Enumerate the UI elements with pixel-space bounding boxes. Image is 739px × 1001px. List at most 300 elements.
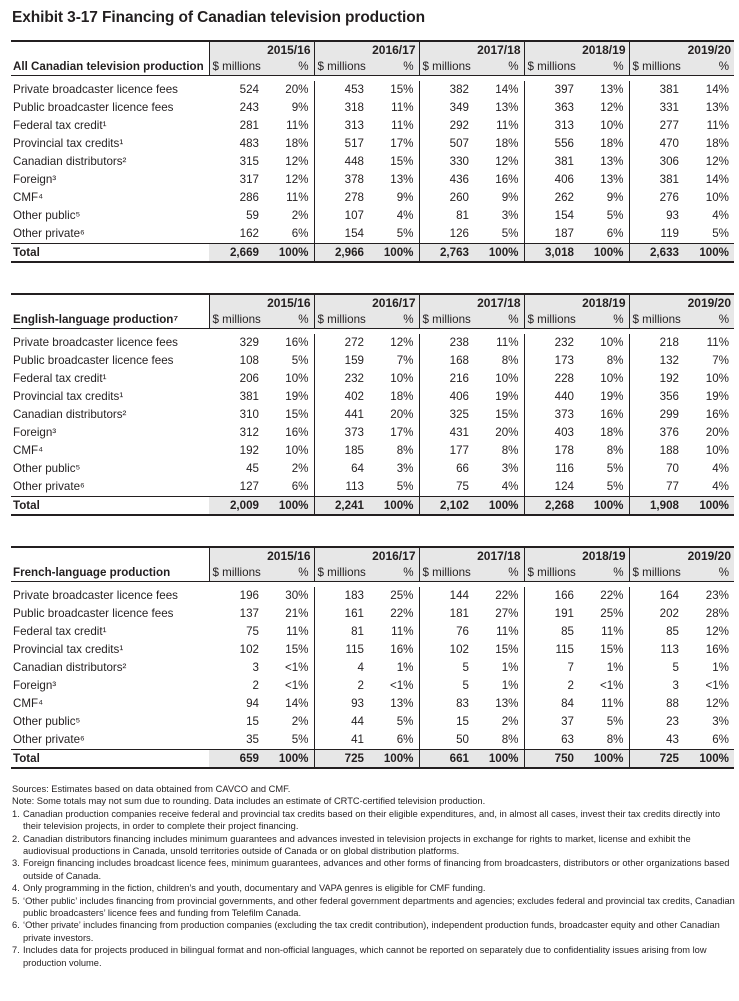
footnote — [12, 919, 736, 944]
unit-percent-header: % — [262, 58, 314, 76]
percent-cell: 10% — [705, 191, 729, 204]
row-label: Federal tax credit¹ — [13, 372, 107, 385]
footnote-text: ‘Other public’ includes financing from provincial governments, and other federal government departments and agencies; excludes federal and provincial tax credits, Canadian public broadcasters’ licence fees and funding from Telefilm Canada. — [23, 895, 735, 919]
percent-cell: 8% — [472, 442, 524, 460]
millions-cell: 191 — [554, 607, 574, 620]
percent-cell: 12% — [262, 153, 314, 171]
millions-cell: 64 — [351, 462, 364, 475]
unit-millions-header: $ millions — [524, 311, 577, 329]
percent-cell: 16% — [705, 408, 729, 421]
millions-cell: 84 — [561, 697, 574, 710]
millions-cell: 115 — [555, 643, 574, 656]
millions-cell: 15 — [246, 715, 259, 728]
total-percent-cell: 100% — [262, 750, 314, 769]
millions-cell: 349 — [449, 101, 469, 114]
table-label: English-language production⁷ — [11, 311, 209, 329]
row-label: Canadian distributors² — [13, 408, 127, 421]
millions-cell: 183 — [344, 589, 364, 602]
millions-cell: 173 — [554, 354, 574, 367]
percent-cell: 3% — [367, 460, 419, 478]
row-label: Other private⁶ — [13, 480, 85, 493]
millions-cell: 517 — [344, 137, 364, 150]
footnote-text: Only programming in the fiction, children’s and youth, documentary and VAPA genres is eligible for CMF funding. — [23, 883, 486, 894]
millions-cell: 181 — [449, 607, 469, 620]
unit-percent-header: % — [472, 311, 524, 329]
millions-cell: 2 — [357, 679, 364, 692]
rounding-note: Note: Some totals may not sum due to rounding. Data includes an estimate of CRTC-certified television production. — [12, 796, 486, 807]
millions-cell: 5 — [462, 661, 469, 674]
unit-millions-header: $ millions — [629, 58, 682, 76]
footnote — [12, 895, 736, 920]
percent-cell: 19% — [472, 388, 524, 406]
total-percent-cell: 100% — [367, 244, 419, 263]
table-row — [11, 334, 734, 352]
percent-cell: 5% — [577, 207, 629, 225]
millions-cell: 93 — [666, 209, 679, 222]
percent-cell: 6% — [262, 478, 314, 497]
percent-cell: 1% — [577, 659, 629, 677]
millions-cell: 81 — [351, 625, 364, 638]
millions-cell: 507 — [449, 137, 469, 150]
unit-millions-header: $ millions — [209, 58, 262, 76]
row-label: Other public⁵ — [13, 209, 81, 222]
total-label: Total — [11, 750, 209, 769]
percent-cell: 21% — [262, 605, 314, 623]
table-label: French-language production — [11, 564, 209, 582]
millions-cell: 5 — [462, 679, 469, 692]
millions-cell: 75 — [456, 480, 469, 493]
millions-cell: 88 — [666, 697, 679, 710]
row-label: Canadian distributors² — [13, 661, 127, 674]
millions-cell: 43 — [666, 733, 679, 746]
millions-cell: 59 — [246, 209, 259, 222]
percent-cell: 8% — [472, 731, 524, 750]
row-label: Other public⁵ — [13, 715, 81, 728]
millions-cell: 4 — [357, 661, 364, 674]
millions-cell: 3 — [252, 661, 259, 674]
millions-cell: 363 — [554, 101, 574, 114]
table-row — [11, 460, 734, 478]
total-millions-cell: 2,102 — [419, 497, 472, 516]
year-header: 2019/20 — [629, 42, 734, 58]
percent-cell: <1% — [262, 677, 314, 695]
percent-cell: 11% — [577, 695, 629, 713]
percent-cell: 8% — [472, 352, 524, 370]
sources-note: Sources: Estimates based on data obtained from CAVCO and CMF. — [12, 784, 291, 794]
millions-cell: 35 — [246, 733, 259, 746]
footnote-text: Includes data for projects produced in bilingual format and non-official languages, which cannot be reported on separately due to confidentiality issues arising from low production volume. — [23, 945, 707, 968]
percent-cell: 11% — [367, 117, 419, 135]
percent-cell: 11% — [262, 117, 314, 135]
total-percent-cell: 100% — [682, 244, 734, 263]
millions-cell: 202 — [659, 607, 679, 620]
percent-cell: 6% — [262, 225, 314, 244]
total-millions-cell: 725 — [629, 750, 682, 769]
percent-cell: 8% — [577, 731, 629, 750]
row-label: Provincial tax credits¹ — [13, 643, 124, 656]
percent-cell: 20% — [367, 406, 419, 424]
millions-cell: 159 — [344, 354, 364, 367]
millions-cell: 262 — [554, 191, 574, 204]
row-label: Provincial tax credits¹ — [13, 390, 124, 403]
table-row — [11, 352, 734, 370]
unit-millions-header: $ millions — [419, 311, 472, 329]
percent-cell: 13% — [705, 101, 729, 114]
millions-cell: 196 — [239, 589, 259, 602]
percent-cell: 11% — [262, 623, 314, 641]
year-header: 2017/18 — [419, 42, 524, 58]
percent-cell: 22% — [577, 587, 629, 605]
total-millions-cell: 659 — [209, 750, 262, 769]
percent-cell: 15% — [577, 641, 629, 659]
percent-cell: 10% — [705, 372, 729, 385]
millions-cell: 85 — [666, 625, 679, 638]
row-label: Private broadcaster licence fees — [13, 83, 178, 96]
percent-cell: 9% — [262, 99, 314, 117]
row-label: Public broadcaster licence fees — [13, 607, 174, 620]
row-label: Private broadcaster licence fees — [13, 336, 178, 349]
footnote-number: 5. — [12, 895, 20, 906]
unit-percent-header: % — [577, 564, 629, 582]
footnote-number: 7. — [12, 945, 20, 956]
total-percent-cell: 100% — [682, 750, 734, 769]
millions-cell: 232 — [554, 336, 574, 349]
total-millions-cell: 750 — [524, 750, 577, 769]
table-row — [11, 153, 734, 171]
total-percent-cell: 100% — [367, 750, 419, 769]
unit-millions-header: $ millions — [419, 58, 472, 76]
millions-cell: 286 — [239, 191, 259, 204]
millions-cell: 356 — [659, 390, 679, 403]
millions-cell: 382 — [449, 83, 469, 96]
footnote-number: 6. — [12, 920, 20, 931]
percent-cell: 11% — [367, 623, 419, 641]
percent-cell: 12% — [705, 697, 729, 710]
percent-cell: 13% — [577, 81, 629, 99]
percent-cell: 30% — [262, 587, 314, 605]
total-millions-cell: 2,669 — [209, 244, 262, 263]
total-millions-cell: 3,018 — [524, 244, 577, 263]
millions-cell: 3 — [672, 679, 679, 692]
percent-cell: 3% — [472, 207, 524, 225]
percent-cell: 12% — [705, 155, 729, 168]
millions-cell: 330 — [449, 155, 469, 168]
percent-cell: 2% — [472, 713, 524, 731]
percent-cell: 5% — [577, 460, 629, 478]
millions-cell: 75 — [246, 625, 259, 638]
percent-cell: 6% — [367, 731, 419, 750]
millions-cell: 44 — [351, 715, 364, 728]
total-row — [11, 750, 734, 769]
total-millions-cell: 2,268 — [524, 497, 577, 516]
millions-cell: 397 — [554, 83, 574, 96]
year-header: 2018/19 — [524, 548, 629, 564]
millions-cell: 453 — [344, 83, 364, 96]
total-percent-cell: 100% — [577, 750, 629, 769]
percent-cell: 15% — [262, 406, 314, 424]
millions-cell: 81 — [456, 209, 469, 222]
unit-millions-header: $ millions — [314, 311, 367, 329]
percent-cell: 18% — [262, 135, 314, 153]
percent-cell: 16% — [262, 334, 314, 352]
percent-cell: 8% — [577, 352, 629, 370]
millions-cell: 524 — [239, 83, 259, 96]
percent-cell: 10% — [367, 370, 419, 388]
percent-cell: 2% — [262, 460, 314, 478]
percent-cell: 5% — [472, 225, 524, 244]
percent-cell: 14% — [705, 173, 729, 186]
millions-cell: 260 — [449, 191, 469, 204]
percent-cell: 18% — [577, 135, 629, 153]
table-row — [11, 695, 734, 713]
table-row — [11, 225, 734, 244]
year-header: 2019/20 — [629, 548, 734, 564]
percent-cell: 20% — [472, 424, 524, 442]
percent-cell: 4% — [712, 480, 729, 493]
year-header: 2019/20 — [629, 295, 734, 311]
millions-cell: 192 — [239, 444, 259, 457]
millions-cell: 315 — [239, 155, 259, 168]
percent-cell: <1% — [577, 677, 629, 695]
millions-cell: 381 — [659, 173, 679, 186]
total-percent-cell: 100% — [262, 497, 314, 516]
percent-cell: 22% — [472, 587, 524, 605]
table-label: All Canadian television production — [11, 58, 209, 76]
table-all-canadian — [11, 40, 733, 263]
millions-cell: 127 — [239, 480, 259, 493]
millions-cell: 376 — [659, 426, 679, 439]
percent-cell: 9% — [367, 189, 419, 207]
millions-cell: 381 — [659, 83, 679, 96]
millions-cell: 83 — [456, 697, 469, 710]
table-row — [11, 117, 734, 135]
percent-cell: 11% — [706, 119, 729, 132]
table-row — [11, 99, 734, 117]
total-percent-cell: 100% — [472, 244, 524, 263]
row-label: Other private⁶ — [13, 227, 85, 240]
row-label: CMF⁴ — [13, 697, 44, 710]
millions-cell: 406 — [449, 390, 469, 403]
millions-cell: 440 — [554, 390, 574, 403]
unit-percent-header: % — [682, 58, 734, 76]
percent-cell: 11% — [472, 623, 524, 641]
row-label: Other private⁶ — [13, 733, 85, 746]
year-header: 2015/16 — [209, 42, 314, 58]
percent-cell: 17% — [367, 135, 419, 153]
percent-cell: <1% — [705, 679, 729, 692]
percent-cell: 5% — [577, 713, 629, 731]
millions-cell: 306 — [659, 155, 679, 168]
unit-millions-header: $ millions — [629, 564, 682, 582]
percent-cell: 13% — [367, 171, 419, 189]
millions-cell: 102 — [239, 643, 259, 656]
percent-cell: 10% — [577, 370, 629, 388]
percent-cell: 19% — [705, 390, 729, 403]
percent-cell: <1% — [262, 659, 314, 677]
percent-cell: 13% — [367, 695, 419, 713]
millions-cell: 164 — [659, 589, 679, 602]
year-header: 2015/16 — [209, 295, 314, 311]
percent-cell: 20% — [705, 426, 729, 439]
millions-cell: 144 — [449, 589, 469, 602]
percent-cell: 2% — [262, 713, 314, 731]
percent-cell: 15% — [262, 641, 314, 659]
footnote — [12, 857, 736, 882]
percent-cell: 11% — [577, 623, 629, 641]
millions-cell: 177 — [449, 444, 469, 457]
percent-cell: 15% — [472, 406, 524, 424]
percent-cell: 16% — [262, 424, 314, 442]
percent-cell: 14% — [472, 81, 524, 99]
percent-cell: 4% — [472, 478, 524, 497]
millions-cell: 378 — [344, 173, 364, 186]
millions-cell: 441 — [344, 408, 364, 421]
total-percent-cell: 100% — [682, 497, 734, 516]
total-millions-cell: 2,633 — [629, 244, 682, 263]
footnote-number: 4. — [12, 883, 20, 894]
millions-cell: 331 — [659, 101, 679, 114]
millions-cell: 381 — [239, 390, 259, 403]
millions-cell: 318 — [344, 101, 364, 114]
percent-cell: 5% — [367, 713, 419, 731]
table-row — [11, 605, 734, 623]
table-row — [11, 189, 734, 207]
millions-cell: 154 — [554, 209, 574, 222]
table-row — [11, 207, 734, 225]
total-label: Total — [11, 497, 209, 516]
millions-cell: 124 — [554, 480, 574, 493]
millions-cell: 132 — [659, 354, 679, 367]
percent-cell: 13% — [577, 153, 629, 171]
millions-cell: 313 — [554, 119, 574, 132]
unit-millions-header: $ millions — [209, 311, 262, 329]
total-millions-cell: 2,241 — [314, 497, 367, 516]
millions-cell: 381 — [554, 155, 574, 168]
millions-cell: 431 — [449, 426, 469, 439]
millions-cell: 232 — [344, 372, 364, 385]
row-label: CMF⁴ — [13, 191, 44, 204]
unit-percent-header: % — [577, 311, 629, 329]
percent-cell: 6% — [712, 733, 729, 746]
millions-cell: 2 — [567, 679, 574, 692]
percent-cell: 17% — [367, 424, 419, 442]
total-percent-cell: 100% — [367, 497, 419, 516]
total-millions-cell: 2,966 — [314, 244, 367, 263]
millions-cell: 63 — [561, 733, 574, 746]
millions-cell: 243 — [239, 101, 259, 114]
percent-cell: 3% — [472, 460, 524, 478]
percent-cell: 1% — [472, 659, 524, 677]
percent-cell: 9% — [472, 189, 524, 207]
percent-cell: 5% — [262, 352, 314, 370]
table-row — [11, 731, 734, 750]
percent-cell: 3% — [712, 715, 729, 728]
millions-cell: 292 — [449, 119, 469, 132]
millions-cell: 108 — [239, 354, 259, 367]
unit-percent-header: % — [262, 564, 314, 582]
percent-cell: 5% — [262, 731, 314, 750]
millions-cell: 161 — [344, 607, 364, 620]
millions-cell: 228 — [554, 372, 574, 385]
percent-cell: 14% — [705, 83, 729, 96]
total-percent-cell: 100% — [472, 750, 524, 769]
percent-cell: 13% — [472, 695, 524, 713]
row-label: Private broadcaster licence fees — [13, 589, 178, 602]
percent-cell: 13% — [577, 171, 629, 189]
millions-cell: 373 — [554, 408, 574, 421]
percent-cell: 28% — [705, 607, 729, 620]
percent-cell: 1% — [367, 659, 419, 677]
percent-cell: 8% — [577, 442, 629, 460]
millions-cell: 162 — [239, 227, 259, 240]
row-label: Federal tax credit¹ — [13, 625, 107, 638]
footnote-text: Canadian production companies receive federal and provincial tax credits based on their eligible expenditures, and, in almost all cases, invest their tax credits directly into their television projects, in order to complete their project financing. — [23, 808, 721, 832]
percent-cell: 12% — [262, 171, 314, 189]
financing-table — [11, 546, 734, 769]
percent-cell: 25% — [577, 605, 629, 623]
financing-table — [11, 40, 734, 263]
row-label: Public broadcaster licence fees — [13, 354, 174, 367]
row-label: Foreign³ — [13, 173, 57, 186]
percent-cell: 14% — [262, 695, 314, 713]
percent-cell: 6% — [577, 225, 629, 244]
unit-millions-header: $ millions — [629, 311, 682, 329]
percent-cell: 5% — [367, 225, 419, 244]
millions-cell: 154 — [344, 227, 364, 240]
notes-section — [12, 783, 736, 969]
millions-cell: 317 — [239, 173, 259, 186]
unit-millions-header: $ millions — [524, 58, 577, 76]
footnote — [12, 882, 736, 894]
millions-cell: 483 — [239, 137, 259, 150]
footnote-number: 2. — [12, 833, 20, 844]
millions-cell: 116 — [555, 462, 574, 475]
unit-percent-header: % — [472, 58, 524, 76]
millions-cell: 216 — [449, 372, 469, 385]
millions-cell: 277 — [659, 119, 679, 132]
year-header: 2016/17 — [314, 295, 419, 311]
footnote-list — [12, 808, 736, 969]
percent-cell: 12% — [367, 334, 419, 352]
percent-cell: 16% — [472, 171, 524, 189]
percent-cell: 8% — [367, 442, 419, 460]
unit-percent-header: % — [367, 564, 419, 582]
percent-cell: 11% — [367, 99, 419, 117]
exhibit-title: Exhibit 3-17 Financing of Canadian television production — [12, 9, 425, 26]
table-row — [11, 442, 734, 460]
table-row — [11, 135, 734, 153]
total-millions-cell: 725 — [314, 750, 367, 769]
millions-cell: 76 — [456, 625, 469, 638]
millions-cell: 113 — [660, 643, 679, 656]
percent-cell: 11% — [472, 334, 524, 352]
row-label: Foreign³ — [13, 679, 57, 692]
year-header: 2017/18 — [419, 548, 524, 564]
total-millions-cell: 2,009 — [209, 497, 262, 516]
table-row — [11, 370, 734, 388]
millions-cell: 310 — [239, 408, 259, 421]
millions-cell: 402 — [344, 390, 364, 403]
percent-cell: 4% — [712, 462, 729, 475]
percent-cell: 12% — [577, 99, 629, 117]
table-row — [11, 641, 734, 659]
millions-cell: 281 — [239, 119, 259, 132]
total-millions-cell: 2,763 — [419, 244, 472, 263]
percent-cell: 9% — [577, 189, 629, 207]
millions-cell: 15 — [456, 715, 469, 728]
table-row — [11, 623, 734, 641]
millions-cell: 37 — [561, 715, 574, 728]
